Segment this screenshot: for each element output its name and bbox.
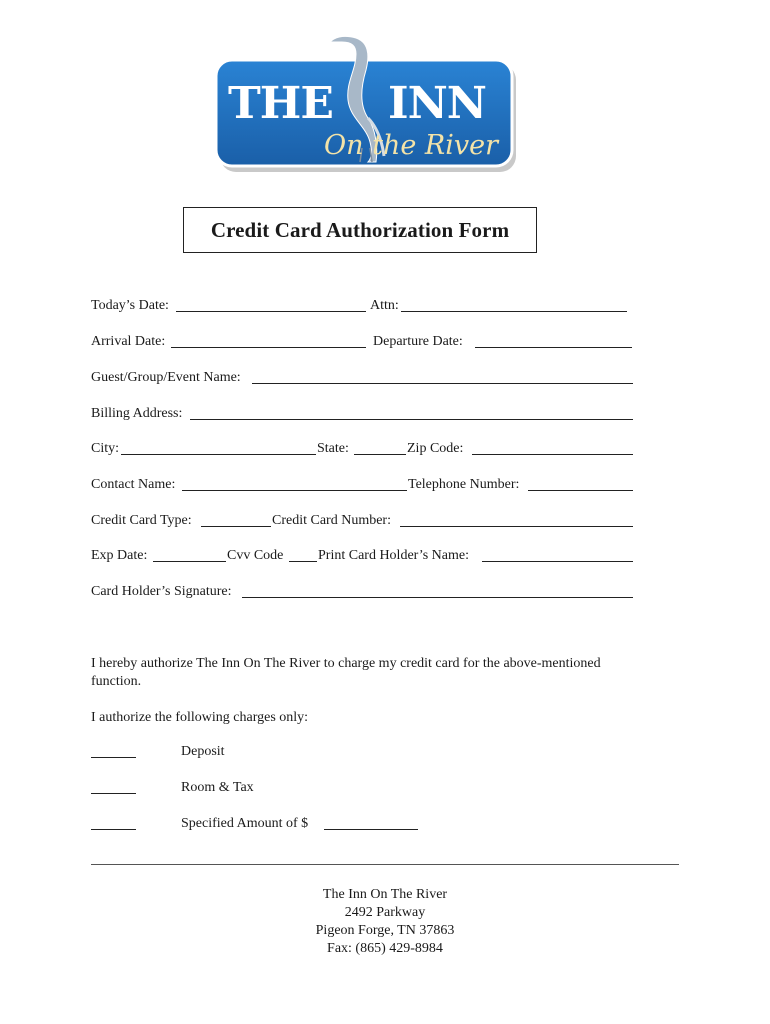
- row-city-state-zip: [91, 439, 651, 459]
- svg-text:INN: INN: [388, 78, 487, 129]
- label-contact-name: Contact Name:: [91, 477, 176, 492]
- inn-logo: [206, 30, 522, 180]
- label-zip-code: Zip Code:: [407, 441, 464, 456]
- label-card-holder-signature: Card Holder’s Signature:: [91, 584, 232, 599]
- print-card-holder-name-field[interactable]: [482, 561, 633, 562]
- charge-specified-amount: [91, 814, 491, 834]
- guest-group-event-field[interactable]: [252, 383, 633, 384]
- contact-name-field[interactable]: [182, 490, 407, 491]
- arrival-date-field[interactable]: [171, 347, 366, 348]
- credit-card-type-field[interactable]: [201, 526, 271, 527]
- charge-deposit-label: Deposit: [181, 744, 225, 759]
- authorization-statement: I hereby authorize The Inn On The River to charge my credit card for the above-mentioned function.: [91, 656, 601, 689]
- todays-date-field[interactable]: [176, 311, 366, 312]
- city-field[interactable]: [121, 454, 316, 455]
- label-todays-date: Today’s Date:: [91, 298, 169, 313]
- label-print-card-holder-name: Print Card Holder’s Name:: [318, 548, 469, 563]
- specified-amount-field[interactable]: [324, 829, 418, 830]
- label-arrival-date: Arrival Date:: [91, 334, 166, 349]
- label-credit-card-number: Credit Card Number:: [272, 513, 391, 528]
- label-cvv-code: Cvv Code: [227, 548, 284, 563]
- row-signature: [91, 582, 651, 602]
- label-attn: Attn:: [370, 298, 399, 313]
- zip-code-field[interactable]: [472, 454, 633, 455]
- cvv-code-field[interactable]: [289, 561, 317, 562]
- charge-room-tax-label: Room & Tax: [181, 780, 254, 795]
- row-arrival-departure: [91, 332, 651, 352]
- row-exp-cvv-name: [91, 546, 651, 566]
- row-contact-telephone: [91, 475, 651, 495]
- charge-specified-amount-blank[interactable]: [91, 829, 136, 830]
- label-departure-date: Departure Date:: [373, 334, 463, 349]
- label-billing-address: Billing Address:: [91, 406, 183, 421]
- svg-text:THE: THE: [228, 78, 333, 129]
- logo-graphic: [206, 30, 522, 180]
- card-holder-signature-field[interactable]: [242, 597, 633, 598]
- charge-room-tax-blank[interactable]: [91, 793, 136, 794]
- label-guest-group-event: Guest/Group/Event Name:: [91, 370, 241, 385]
- state-field[interactable]: [354, 454, 406, 455]
- billing-address-field[interactable]: [190, 419, 633, 420]
- row-billing-address: [91, 404, 651, 424]
- label-telephone-number: Telephone Number:: [408, 477, 520, 492]
- telephone-number-field[interactable]: [528, 490, 633, 491]
- charge-deposit-blank[interactable]: [91, 757, 136, 758]
- form-title: Credit Card Authorization Form: [210, 217, 510, 242]
- footer-address: [0, 886, 770, 958]
- charge-specified-amount-label: Specified Amount of $: [181, 816, 309, 831]
- label-city: City:: [91, 441, 120, 456]
- charge-deposit: [91, 742, 491, 762]
- footer-divider: [91, 864, 679, 865]
- footer-fax: Fax: (865) 429-8984: [327, 941, 443, 956]
- charge-room-tax: [91, 778, 491, 798]
- row-guest-name: [91, 368, 651, 388]
- charges-intro: I authorize the following charges only:: [91, 710, 309, 725]
- footer-city: Pigeon Forge, TN 37863: [315, 923, 455, 938]
- attn-field[interactable]: [401, 311, 627, 312]
- form-title-box: [183, 207, 537, 253]
- exp-date-field[interactable]: [153, 561, 226, 562]
- svg-text:On the River: On the River: [324, 130, 499, 161]
- footer-name: The Inn On The River: [322, 887, 448, 902]
- row-date-attn: [91, 296, 651, 316]
- row-card-type-number: [91, 511, 651, 531]
- departure-date-field[interactable]: [475, 347, 632, 348]
- footer-street: 2492 Parkway: [344, 905, 426, 920]
- label-state: State:: [317, 441, 349, 456]
- credit-card-number-field[interactable]: [400, 526, 633, 527]
- label-exp-date: Exp Date:: [91, 548, 148, 563]
- label-credit-card-type: Credit Card Type:: [91, 513, 192, 528]
